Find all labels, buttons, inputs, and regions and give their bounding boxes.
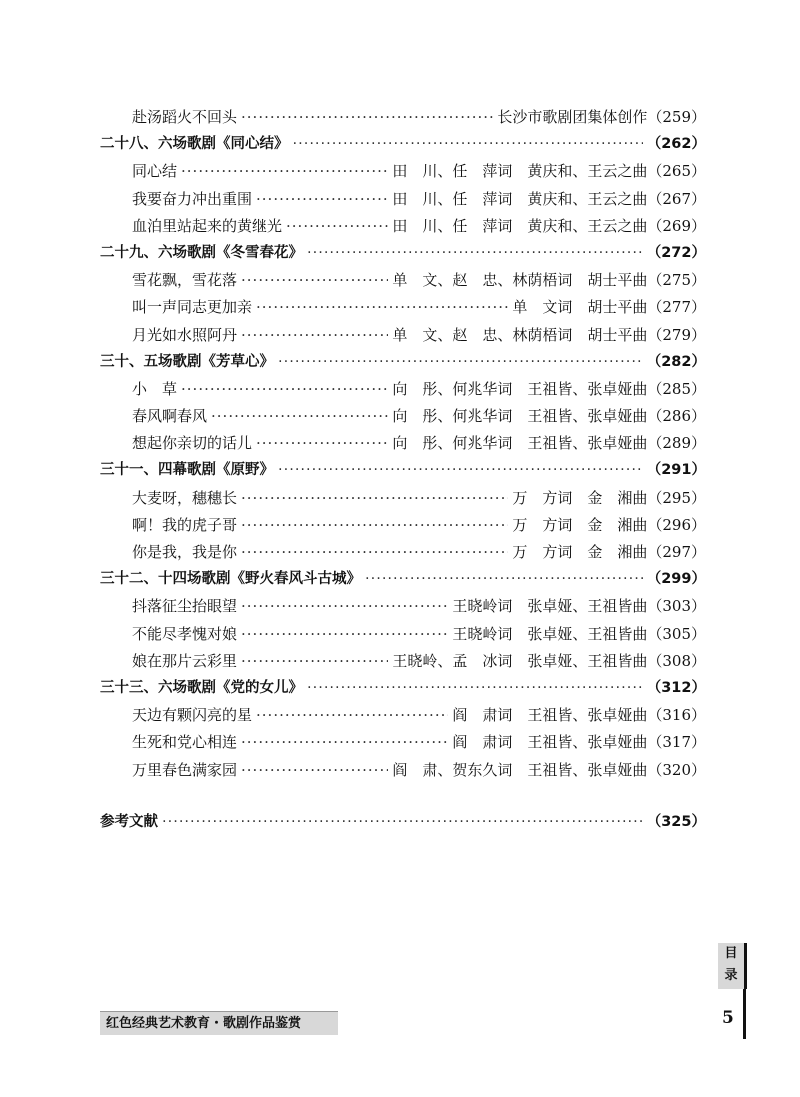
dot-leader (256, 702, 448, 729)
song-credit: 万 方词 金 湘曲 (512, 543, 648, 561)
song-credit: 长沙市歌剧团集体创作 (497, 108, 648, 126)
entry-page: （269） (647, 216, 706, 235)
chapter-title: 二十九、六场歌剧《冬雪春花》 (100, 244, 303, 261)
references-page: （325） (646, 813, 706, 830)
dot-leader (241, 593, 448, 620)
song-title: 雪花飘，雪花落 (132, 271, 238, 290)
song-title: 血泊里站起来的黄继光 (132, 216, 283, 235)
song-credit: 单 文、赵 忠、林荫梧词 胡士平曲 (392, 325, 648, 344)
song-credit: 田 川、任 萍词 黄庆和、王云之曲 (392, 162, 648, 181)
dot-leader (256, 186, 388, 213)
dot-leader (241, 512, 508, 539)
chapter-title: 三十三、六场歌剧《党的女儿》 (100, 679, 303, 696)
dot-leader (278, 457, 643, 484)
song-credit: 向 彤、何兆华词 王祖皆、张卓娅曲 (392, 379, 648, 398)
entry-page: （262） (646, 136, 706, 153)
entry-page: （279） (647, 325, 706, 344)
section-tab-char-1: 目 (724, 946, 738, 961)
entry-page: （299） (646, 571, 706, 588)
song-title: 你是我，我是你 (132, 543, 238, 561)
toc-song-row[interactable] (100, 430, 706, 457)
toc-song-row[interactable] (100, 702, 706, 729)
chapter-title: 三十二、十四场歌剧《野火春风斗古城》 (100, 571, 361, 588)
entry-page: （312） (646, 679, 706, 696)
dot-leader (307, 675, 643, 702)
toc-song-row[interactable] (100, 158, 706, 185)
song-title: 我要奋力冲出重围 (132, 189, 253, 208)
entry-page: （275） (647, 271, 706, 290)
dot-leader (256, 294, 508, 321)
side-rule (743, 989, 746, 1039)
song-credit: 阎 肃、贺东久词 王祖皆、张卓娅曲 (392, 760, 648, 779)
entry-page: （267） (647, 189, 706, 208)
entry-page: （303） (647, 597, 706, 616)
dot-leader (241, 104, 493, 131)
song-title: 生死和党心相连 (132, 733, 238, 752)
dot-leader (278, 349, 643, 376)
entry-page: （297） (647, 543, 706, 561)
dot-leader (241, 267, 388, 294)
entry-page: （272） (646, 244, 706, 261)
page-number: 5 (722, 1008, 734, 1028)
chapter-title: 三十一、四幕歌剧《原野》 (100, 462, 274, 479)
entry-page: （320） (647, 760, 706, 779)
song-credit: 田 川、任 萍词 黄庆和、王云之曲 (392, 216, 648, 235)
dot-leader (256, 430, 388, 457)
song-title: 春风啊春风 (132, 407, 208, 426)
table-of-contents (100, 104, 706, 836)
toc-entries (100, 104, 706, 784)
toc-chapter-row[interactable] (100, 131, 706, 158)
toc-song-row[interactable] (100, 512, 706, 539)
toc-song-row[interactable] (100, 403, 706, 430)
song-title: 天边有颗闪亮的星 (132, 706, 253, 725)
dot-leader (162, 809, 643, 836)
chapter-title: 二十八、六场歌剧《同心结》 (100, 136, 289, 153)
dot-leader (181, 158, 388, 185)
song-credit: 万 方词 金 湘曲 (512, 515, 648, 534)
song-credit: 王晓岭词 张卓娅、王祖皆曲 (452, 624, 648, 643)
entry-page: （296） (647, 515, 706, 534)
song-title: 月光如水照阿丹 (132, 325, 238, 344)
song-title: 万里春色满家园 (132, 760, 238, 779)
entry-page: （308） (647, 651, 706, 670)
entry-page: （265） (647, 162, 706, 181)
song-credit: 田 川、任 萍词 黄庆和、王云之曲 (392, 189, 648, 208)
song-title: 不能尽孝愧对娘 (132, 624, 238, 643)
toc-chapter-row[interactable] (100, 457, 706, 484)
section-tab (718, 943, 747, 989)
entry-page: （286） (647, 407, 706, 426)
song-credit: 单 文、赵 忠、林荫梧词 胡士平曲 (392, 271, 648, 290)
entry-page: （305） (647, 624, 706, 643)
song-credit: 阎 肃词 王祖皆、张卓娅曲 (452, 733, 648, 752)
song-title: 啊！我的虎子哥 (132, 515, 238, 534)
toc-song-row[interactable] (100, 593, 706, 620)
song-credit: 王晓岭、孟 冰词 张卓娅、王祖皆曲 (392, 651, 648, 670)
dot-leader (241, 539, 508, 566)
toc-chapter-row[interactable] (100, 240, 706, 267)
song-title: 叫一声同志更加亲 (132, 298, 253, 317)
chapter-title: 三十、五场歌剧《芳草心》 (100, 353, 274, 370)
toc-song-row[interactable] (100, 213, 706, 240)
entry-page: （259） (647, 108, 706, 126)
dot-leader (241, 757, 388, 784)
song-credit: 万 方词 金 湘曲 (512, 488, 648, 507)
section-tab-char-2: 录 (724, 968, 738, 983)
toc-song-row[interactable] (100, 294, 706, 321)
toc-chapter-row[interactable] (100, 675, 706, 702)
dot-leader (365, 566, 643, 593)
toc-song-row[interactable] (100, 648, 706, 675)
toc-references-row[interactable] (100, 809, 706, 836)
entry-page: （295） (647, 488, 706, 507)
toc-song-row[interactable] (100, 104, 706, 131)
entry-page: （285） (647, 379, 706, 398)
toc-song-row[interactable] (100, 267, 706, 294)
song-credit: 向 彤、何兆华词 王祖皆、张卓娅曲 (392, 434, 648, 453)
dot-leader (241, 621, 448, 648)
references-title: 参考文献 (100, 813, 158, 830)
toc-song-row[interactable] (100, 621, 706, 648)
toc-song-row[interactable] (100, 322, 706, 349)
song-title: 同心结 (132, 162, 178, 181)
song-title: 大麦呀，穗穗长 (132, 488, 238, 507)
song-title: 抖落征尘抬眼望 (132, 597, 238, 616)
entry-page: （289） (647, 434, 706, 453)
entry-page: （277） (647, 298, 706, 317)
song-credit: 王晓岭词 张卓娅、王祖皆曲 (452, 597, 648, 616)
dot-leader (241, 729, 448, 756)
footer-book-title: 红色经典艺术教育・歌剧作品鉴赏 (100, 1011, 338, 1035)
song-title: 小 草 (132, 379, 178, 398)
toc-song-row[interactable] (100, 485, 706, 512)
song-title: 娘在那片云彩里 (132, 651, 238, 670)
dot-leader (307, 240, 643, 267)
toc-song-row[interactable] (100, 186, 706, 213)
dot-leader (211, 403, 388, 430)
toc-song-row[interactable] (100, 539, 706, 566)
entry-page: （316） (647, 706, 706, 725)
dot-leader (241, 322, 388, 349)
entry-page: （291） (646, 462, 706, 479)
toc-song-row[interactable] (100, 757, 706, 784)
dot-leader (241, 648, 388, 675)
dot-leader (286, 213, 388, 240)
song-credit: 向 彤、何兆华词 王祖皆、张卓娅曲 (392, 407, 648, 426)
entry-page: （317） (647, 733, 706, 752)
song-credit: 单 文词 胡士平曲 (512, 298, 648, 317)
toc-chapter-row[interactable] (100, 349, 706, 376)
toc-chapter-row[interactable] (100, 566, 706, 593)
toc-song-row[interactable] (100, 729, 706, 756)
dot-leader (241, 485, 508, 512)
song-credit: 阎 肃词 王祖皆、张卓娅曲 (452, 706, 648, 725)
entry-page: （282） (646, 353, 706, 370)
dot-leader (181, 376, 388, 403)
toc-song-row[interactable] (100, 376, 706, 403)
song-title: 赴汤蹈火不回头 (132, 108, 238, 126)
song-title: 想起你亲切的话儿 (132, 434, 253, 453)
dot-leader (293, 131, 643, 158)
